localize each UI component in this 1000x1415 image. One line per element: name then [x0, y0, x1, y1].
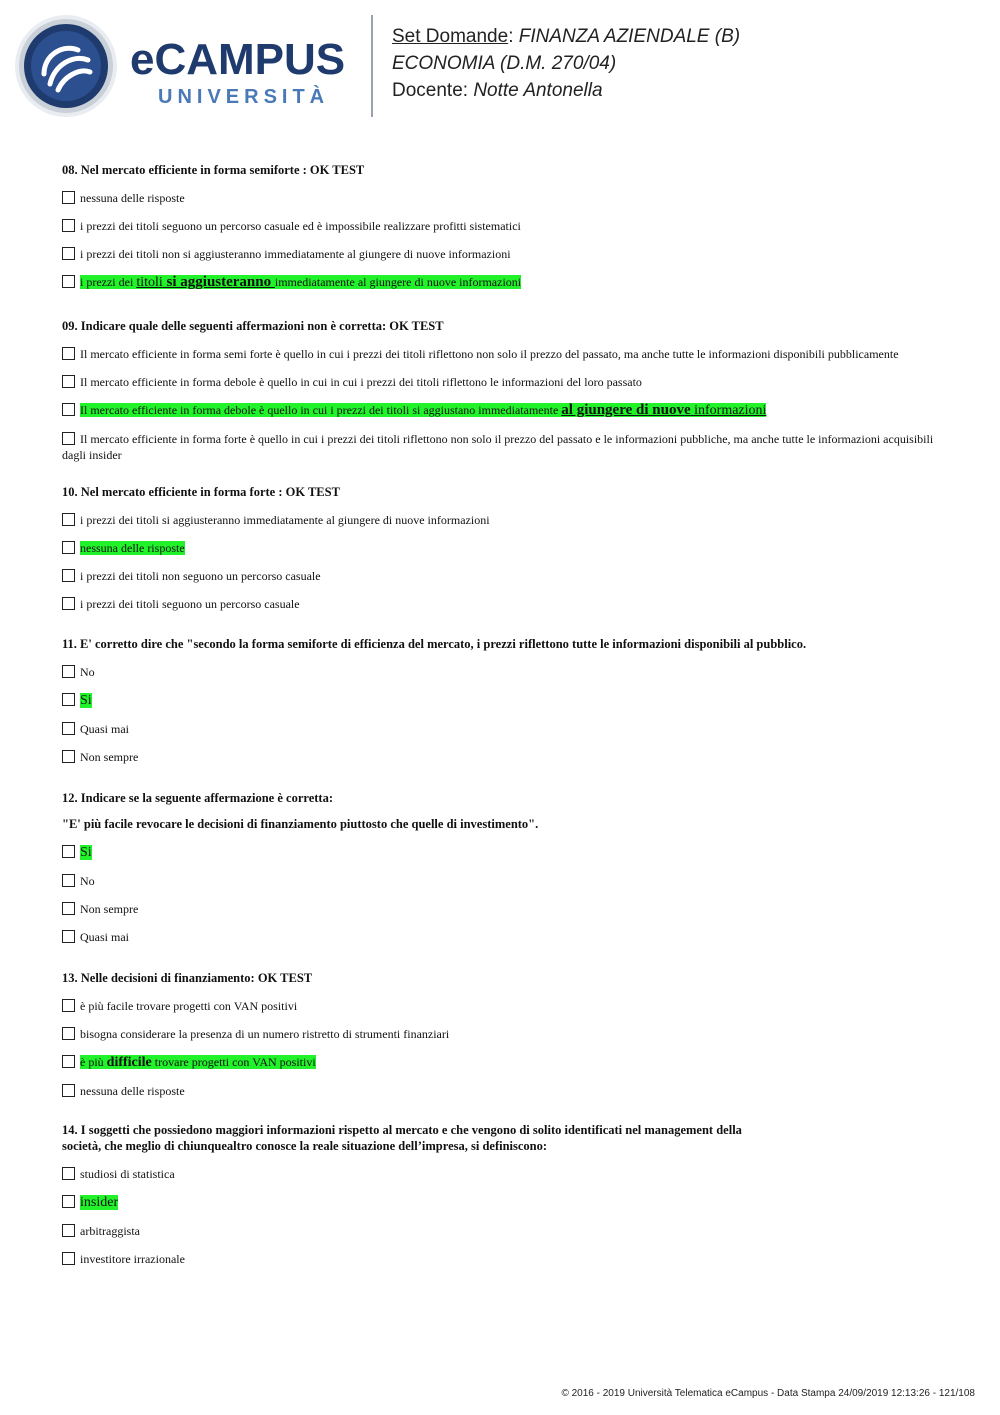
checkbox[interactable] — [62, 1224, 75, 1237]
question-09 — [62, 318, 942, 463]
question-14 — [62, 1122, 742, 1267]
checkbox[interactable] — [62, 845, 75, 858]
checkbox[interactable] — [62, 275, 75, 288]
option-label: nessuna delle risposte — [80, 1084, 185, 1098]
logo-text: eCAMPUS — [130, 35, 346, 84]
answer-option[interactable] — [62, 346, 942, 362]
answer-text: informazioni — [690, 403, 767, 418]
answer-option-correct[interactable] — [62, 402, 942, 419]
header-info — [392, 23, 740, 104]
answer-option[interactable] — [62, 431, 942, 463]
answer-option[interactable] — [62, 1251, 742, 1267]
question-title: 08. Nel mercato efficiente in forma semiforte : OK TEST — [62, 163, 365, 177]
answer-text: immediatamente al giungere di nuove informazioni — [274, 275, 522, 289]
option-label: i prezzi dei titoli non seguono un percorso casuale — [80, 569, 321, 583]
answer-option[interactable] — [62, 749, 806, 765]
option-label: Il mercato efficiente in forma semi forte è quello in cui i prezzi dei titoli riflettono non solo il prezzo del passato, ma anche tutte le informazioni disponibili pubblicamente — [80, 347, 899, 361]
answer-option[interactable] — [62, 721, 806, 737]
answer-option[interactable] — [62, 596, 490, 612]
answer-text-emphasis: al giungere di nuove — [561, 402, 691, 418]
answer-text-emphasis: si aggiusteranno — [162, 274, 275, 290]
question-13 — [62, 970, 449, 1099]
answer-text: Il mercato efficiente in forma debole è quello in cui i prezzi dei titoli si aggiustano immediatamente — [80, 403, 562, 417]
question-12 — [62, 790, 538, 945]
answer-text-emphasis: titoli — [136, 275, 163, 290]
page-header — [0, 0, 1000, 130]
ecampus-emblem-icon — [14, 14, 118, 118]
question-statement: "E' più facile revocare le decisioni di finanziamento piuttosto che quelle di investimento". — [62, 817, 539, 831]
checkbox[interactable] — [62, 569, 75, 582]
answer-text: trovare progetti con VAN positivi — [151, 1055, 316, 1069]
option-label: i prezzi dei titoli seguono un percorso casuale ed è impossibile realizzare profitti sistematici — [80, 219, 521, 233]
checkbox[interactable] — [62, 1055, 75, 1068]
checkbox[interactable] — [62, 1167, 75, 1180]
checkbox[interactable] — [62, 432, 75, 445]
docente-line — [392, 77, 740, 104]
answer-option[interactable] — [62, 1166, 742, 1182]
set-domande-label: Set Domande — [392, 26, 509, 47]
answer-option-correct[interactable] — [62, 844, 538, 861]
highlighted-answer — [80, 403, 766, 417]
answer-option[interactable] — [62, 901, 538, 917]
checkbox[interactable] — [62, 693, 75, 706]
course-title: FINANZA AZIENDALE (B) — [518, 26, 741, 47]
question-title: 10. Nel mercato efficiente in forma forte : OK TEST — [62, 485, 340, 499]
answer-option[interactable] — [62, 190, 521, 206]
degree-line: ECONOMIA (D.M. 270/04) — [392, 53, 617, 74]
logo-wordmark — [130, 35, 346, 108]
answer-text-emphasis: difficile — [106, 1055, 152, 1070]
option-label: è più facile trovare progetti con VAN positivi — [80, 999, 298, 1013]
answer-option-correct[interactable] — [62, 692, 806, 709]
option-label: i prezzi dei titoli seguono un percorso casuale — [80, 597, 300, 611]
highlighted-answer — [80, 1055, 316, 1069]
answer-option[interactable] — [62, 512, 490, 528]
header-divider — [371, 15, 373, 117]
docente-name: Notte Antonella — [473, 80, 603, 101]
checkbox[interactable] — [62, 902, 75, 915]
question-title: 09. Indicare quale delle seguenti affermazioni non è corretta: OK TEST — [62, 319, 444, 333]
answer-option[interactable] — [62, 998, 449, 1014]
answer-option-correct[interactable] — [62, 540, 490, 556]
answer-option[interactable] — [62, 1223, 742, 1239]
option-label: Si — [80, 693, 92, 708]
option-label: arbitraggista — [80, 1224, 140, 1238]
answer-text: è più — [80, 1055, 107, 1069]
answer-option-correct[interactable] — [62, 1054, 449, 1071]
answer-option[interactable] — [62, 664, 806, 680]
question-10 — [62, 484, 490, 612]
checkbox[interactable] — [62, 874, 75, 887]
answer-option[interactable] — [62, 246, 521, 262]
checkbox[interactable] — [62, 541, 75, 554]
checkbox[interactable] — [62, 247, 75, 260]
checkbox[interactable] — [62, 999, 75, 1012]
docente-label: Docente: — [392, 80, 474, 101]
option-label: i prezzi dei titoli non si aggiusteranno immediatamente al giungere di nuove informazioni — [80, 247, 511, 261]
option-label: Il mercato efficiente in forma debole è quello in cui in cui i prezzi dei titoli riflettono le informazioni del loro passato — [80, 375, 642, 389]
option-label: Il mercato efficiente in forma forte è quello in cui i prezzi dei titoli riflettono non solo il prezzo del passato e le informazioni pubbliche, ma anche tutte le informazioni acquisibili dagli insider — [62, 432, 934, 462]
checkbox[interactable] — [62, 347, 75, 360]
answer-option[interactable] — [62, 568, 490, 584]
checkbox[interactable] — [62, 930, 75, 943]
option-label: i prezzi dei titoli si aggiusteranno immediatamente al giungere di nuove informazioni — [80, 513, 490, 527]
checkbox[interactable] — [62, 597, 75, 610]
answer-option[interactable] — [62, 1083, 449, 1099]
question-title: 11. E' corretto dire che "secondo la forma semiforte di efficienza del mercato, i prezzi riflettono tutte le informazioni disponibili al pubblico. — [62, 637, 807, 651]
checkbox[interactable] — [62, 513, 75, 526]
checkbox[interactable] — [62, 722, 75, 735]
option-label: Non sempre — [80, 902, 139, 916]
option-label: No — [80, 665, 95, 679]
highlighted-answer — [80, 275, 521, 289]
option-label: insider — [80, 1195, 119, 1210]
checkbox[interactable] — [62, 1252, 75, 1265]
answer-option[interactable] — [62, 929, 538, 945]
option-label: Quasi mai — [80, 722, 129, 736]
option-label: nessuna delle risposte — [80, 541, 185, 555]
answer-option-correct[interactable] — [62, 1194, 742, 1211]
checkbox[interactable] — [62, 1027, 75, 1040]
checkbox[interactable] — [62, 219, 75, 232]
option-label: No — [80, 874, 95, 888]
question-title-line2: società, che meglio di chiunquealtro conosce la reale situazione dell’impresa, si definiscono: — [62, 1139, 548, 1153]
option-label: Si — [80, 845, 92, 860]
page-footer: © 2016 - 2019 Università Telematica eCampus - Data Stampa 24/09/2019 12:13:26 - 121/108 — [561, 1388, 975, 1399]
option-label: studiosi di statistica — [80, 1167, 175, 1181]
checkbox[interactable] — [62, 665, 75, 678]
answer-option[interactable] — [62, 218, 521, 234]
question-title-line1: 14. I soggetti che possiedono maggiori informazioni rispetto al mercato e che vengono di solito identificati nel management della — [62, 1123, 742, 1137]
question-title: 13. Nelle decisioni di finanziamento: OK TEST — [62, 971, 313, 985]
option-label: investitore irrazionale — [80, 1252, 185, 1266]
question-11 — [62, 636, 806, 765]
answer-option-correct[interactable] — [62, 274, 521, 291]
option-label: Non sempre — [80, 750, 139, 764]
answer-option[interactable] — [62, 873, 538, 889]
option-label: bisogna considerare la presenza di un numero ristretto di strumenti finanziari — [80, 1027, 450, 1041]
checkbox[interactable] — [62, 403, 75, 416]
question-08 — [62, 162, 521, 291]
checkbox[interactable] — [62, 1195, 75, 1208]
logo-subtext: UNIVERSITÀ — [158, 86, 330, 108]
set-domande-sep: : — [508, 26, 519, 47]
option-label: nessuna delle risposte — [80, 191, 185, 205]
answer-option[interactable] — [62, 1026, 449, 1042]
checkbox[interactable] — [62, 750, 75, 763]
question-title: 12. Indicare se la seguente affermazione è corretta: — [62, 791, 333, 805]
checkbox[interactable] — [62, 1084, 75, 1097]
checkbox[interactable] — [62, 191, 75, 204]
answer-text: i prezzi dei — [80, 275, 137, 289]
answer-option[interactable] — [62, 374, 942, 390]
checkbox[interactable] — [62, 375, 75, 388]
set-domande-line — [392, 23, 740, 50]
option-label: Quasi mai — [80, 930, 129, 944]
